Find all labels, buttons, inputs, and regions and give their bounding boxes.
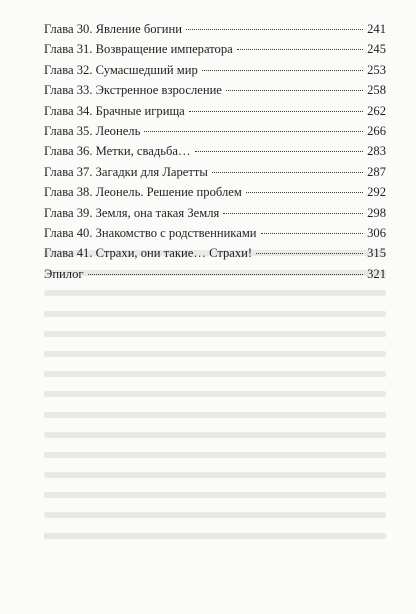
toc-entry xyxy=(44,162,386,182)
toc-dot-leader xyxy=(195,151,364,152)
toc-entry xyxy=(44,60,386,80)
toc-entry-page: 315 xyxy=(367,246,386,261)
toc-entry-title: Глава 39. Земля, она такая Земля xyxy=(44,205,220,220)
toc-dot-leader xyxy=(144,131,363,132)
toc-entry-page: 321 xyxy=(367,266,386,281)
toc-entry-page: 266 xyxy=(367,123,386,138)
toc-dot-leader xyxy=(256,253,363,254)
toc-entry-title: Глава 35. Леонель xyxy=(44,123,141,138)
toc-dot-leader xyxy=(246,192,363,193)
toc-entry-page: 306 xyxy=(367,225,386,240)
toc-entry-page: 253 xyxy=(367,62,386,77)
toc-entry-page: 258 xyxy=(367,83,386,98)
toc-entry xyxy=(44,141,386,161)
toc-entry-title: Глава 34. Брачные игрища xyxy=(44,103,185,118)
toc-dot-leader xyxy=(237,49,363,50)
toc-dot-leader xyxy=(202,70,363,71)
toc-entry-page: 283 xyxy=(367,144,386,159)
toc-entry xyxy=(44,223,386,243)
toc-dot-leader xyxy=(223,213,363,214)
toc-entry xyxy=(44,80,386,100)
toc-entry xyxy=(44,39,386,59)
toc-entry-title: Глава 32. Сумасшедший мир xyxy=(44,62,198,77)
toc-entry-title: Глава 31. Возвращение императора xyxy=(44,42,233,57)
toc-entry-title: Глава 40. Знакомство с родственниками xyxy=(44,225,257,240)
toc-entry-title: Глава 41. Страхи, они такие… Страхи! xyxy=(44,246,253,261)
toc-dot-leader xyxy=(88,274,364,275)
toc-entry-title: Эпилог xyxy=(44,266,84,281)
toc-entry-page: 287 xyxy=(367,164,386,179)
toc-dot-leader xyxy=(261,233,364,234)
table-of-contents xyxy=(44,19,386,284)
toc-entry-title: Глава 30. Явление богини xyxy=(44,22,182,36)
toc-entry-title: Глава 33. Экстренное взросление xyxy=(44,83,222,98)
toc-dot-leader xyxy=(189,111,363,112)
toc-dot-leader xyxy=(226,90,363,91)
toc-entry-page: 262 xyxy=(367,103,386,118)
toc-entry-title: Глава 37. Загадки для Ларетты xyxy=(44,164,208,179)
toc-entry xyxy=(44,264,386,284)
toc-entry xyxy=(44,182,386,202)
toc-entry-page: 298 xyxy=(367,205,386,220)
toc-entry-title: Глава 36. Метки, свадьба… xyxy=(44,144,191,159)
toc-entry xyxy=(44,101,386,121)
toc-entry xyxy=(44,121,386,141)
toc-entry-page: 245 xyxy=(367,42,386,57)
toc-entry xyxy=(44,243,386,263)
toc-entry xyxy=(44,203,386,223)
toc-dot-leader xyxy=(212,172,363,173)
toc-entry xyxy=(44,19,386,39)
show-through-texture xyxy=(44,250,386,550)
toc-entry-page: 241 xyxy=(367,22,386,36)
toc-entry-title: Глава 38. Леонель. Решение проблем xyxy=(44,185,242,200)
toc-dot-leader xyxy=(186,29,363,30)
toc-entry-page: 292 xyxy=(367,185,386,200)
